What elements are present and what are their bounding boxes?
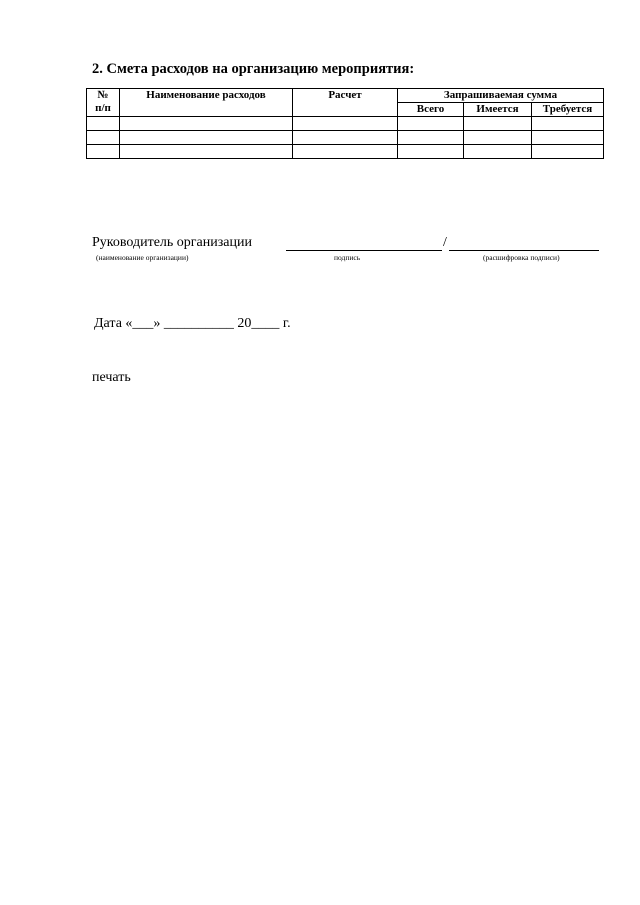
hint-signature: подпись bbox=[334, 253, 361, 262]
table-cell[interactable] bbox=[120, 131, 293, 145]
table-cell[interactable] bbox=[532, 117, 604, 131]
table-cell[interactable] bbox=[398, 131, 464, 145]
col-number-line1: № bbox=[97, 89, 109, 101]
table-cell[interactable] bbox=[87, 131, 120, 145]
seal-label: печать bbox=[92, 370, 131, 385]
table-cell[interactable] bbox=[120, 117, 293, 131]
col-total-header: Всего bbox=[398, 103, 464, 117]
table-cell[interactable] bbox=[293, 145, 398, 159]
signature-decode-line[interactable] bbox=[449, 250, 599, 251]
table-cell[interactable] bbox=[532, 145, 604, 159]
signature-slash: / bbox=[443, 235, 447, 250]
table-cell[interactable] bbox=[120, 145, 293, 159]
signature-label: Руководитель организации bbox=[92, 235, 252, 250]
table-cell[interactable] bbox=[398, 145, 464, 159]
table-cell[interactable] bbox=[464, 117, 532, 131]
table-row bbox=[87, 117, 604, 131]
table-cell[interactable] bbox=[87, 117, 120, 131]
hint-org-name: (наименование организации) bbox=[96, 253, 189, 262]
table-cell[interactable] bbox=[532, 131, 604, 145]
table-row bbox=[87, 145, 604, 159]
date-line[interactable]: Дата «___» __________ 20____ г. bbox=[94, 316, 291, 331]
col-need-header: Требуется bbox=[532, 103, 604, 117]
col-requested-header: Запрашиваемая сумма bbox=[398, 89, 604, 103]
table-cell[interactable] bbox=[87, 145, 120, 159]
table-cell[interactable] bbox=[464, 131, 532, 145]
table-cell[interactable] bbox=[398, 117, 464, 131]
budget-table bbox=[86, 88, 604, 159]
section-heading: 2. Смета расходов на организацию мероприятия: bbox=[92, 61, 415, 77]
col-number-header bbox=[87, 89, 120, 117]
table-cell[interactable] bbox=[293, 117, 398, 131]
table-cell[interactable] bbox=[293, 131, 398, 145]
col-number-line2: п/п bbox=[95, 102, 111, 114]
table-row bbox=[87, 131, 604, 145]
col-calc-header: Расчет bbox=[293, 89, 398, 117]
col-name-header: Наименование расходов bbox=[120, 89, 293, 117]
hint-signature-decode: (расшифровка подписи) bbox=[483, 253, 560, 262]
signature-line[interactable] bbox=[286, 250, 442, 251]
col-have-header: Имеется bbox=[464, 103, 532, 117]
table-cell[interactable] bbox=[464, 145, 532, 159]
